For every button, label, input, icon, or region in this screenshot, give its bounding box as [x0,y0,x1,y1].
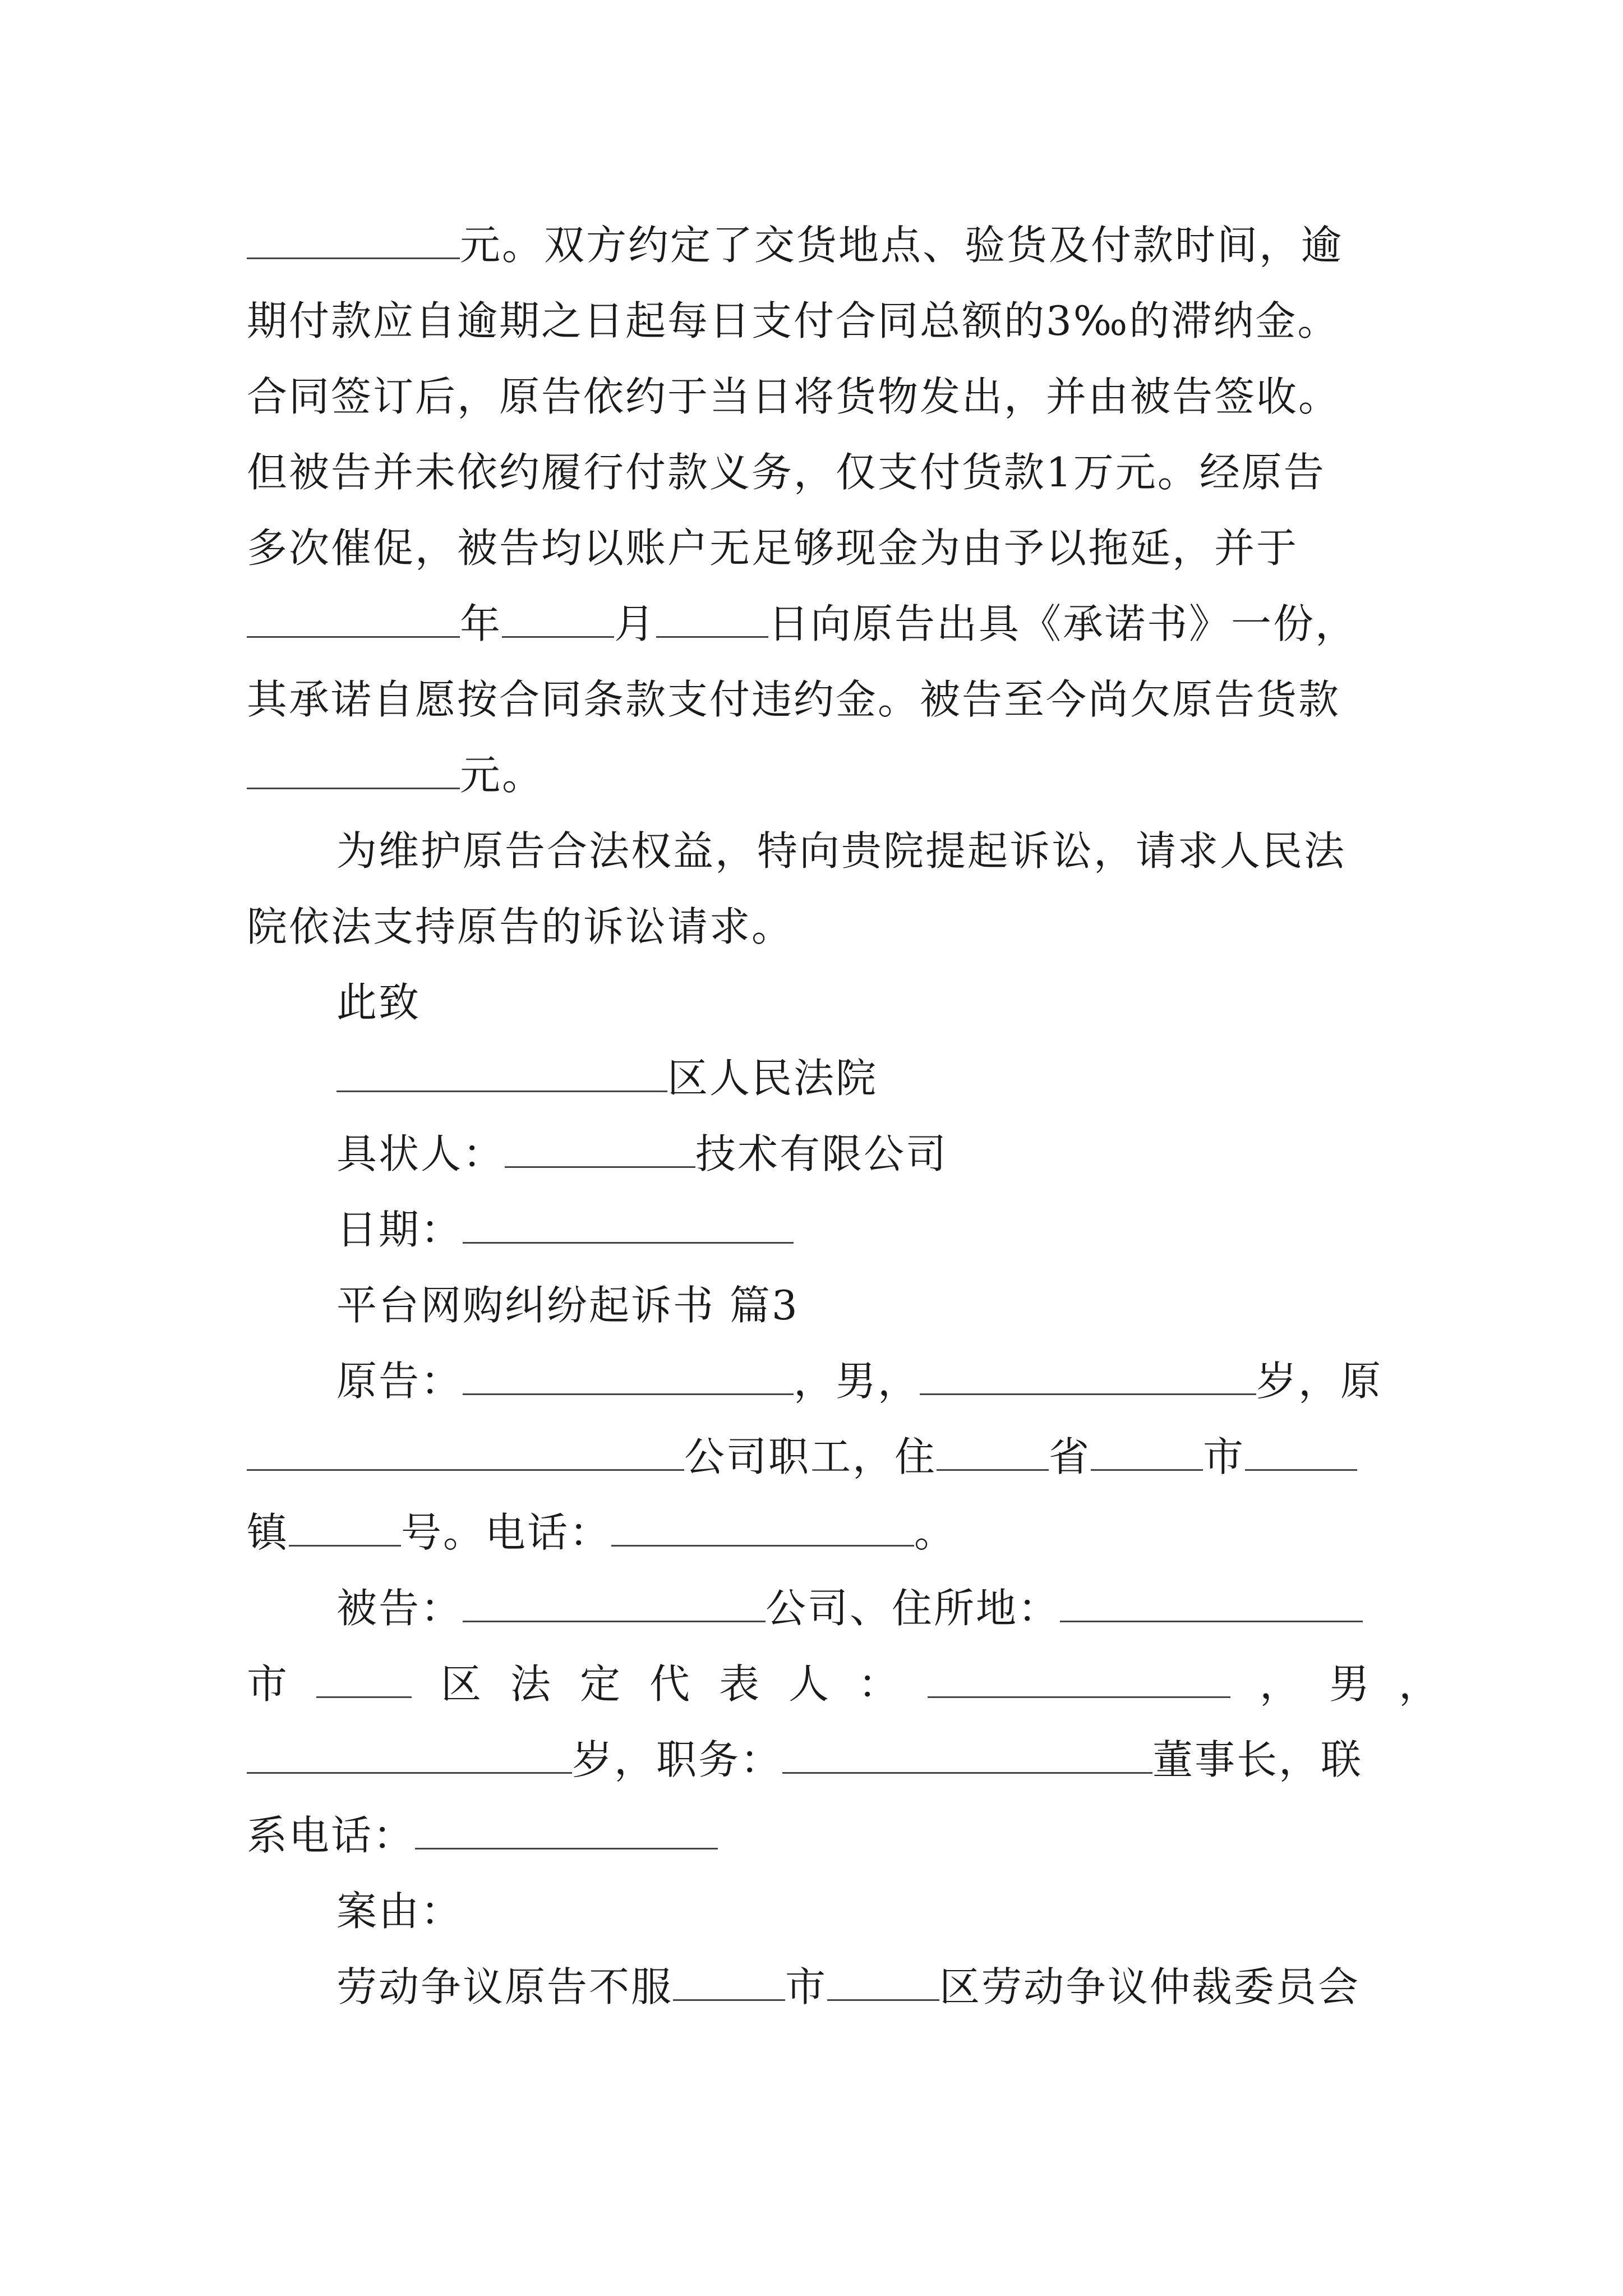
text-line-18 [247,1495,1391,1571]
line-text: 年 [460,600,502,647]
blank-field [827,1964,939,2001]
text-line-16 [336,1343,1391,1419]
line-text: 董事长，联 [1152,1736,1363,1783]
text-line-14 [336,1192,1391,1268]
line-text: 号。电话： [401,1509,612,1556]
text-line-19 [336,1571,1391,1646]
line-text: 市 [785,1963,828,2010]
text-line-8 [247,738,1391,813]
text-line-12 [336,1041,1391,1116]
blank-field [247,223,460,259]
text-line-24 [336,1949,1391,2025]
blank-field [463,1359,794,1395]
blank-field [247,1737,572,1774]
line-text: ，男， [794,1358,920,1405]
line-text: 日期： [336,1206,463,1253]
text-line-21 [247,1722,1391,1798]
blank-field [502,601,614,638]
text-line-20 [247,1646,1469,1722]
blank-field [920,1359,1256,1395]
text-line-9: 为维护原告合法权益，特向贵院提起诉讼，请求人民法 [336,827,1347,875]
line-text: 区法定代表人： [441,1660,928,1708]
line-text: 岁，职务： [572,1736,783,1783]
text-line-3: 合同签订后，原告依约于当日将货物发出，并由被告签收。 [247,373,1341,420]
line-text: 市 [1203,1433,1246,1480]
text-line-7: 其承诺自愿按合同条款支付违约金。被告至今尚欠原告货款 [247,676,1341,723]
text-line-11: 此致 [336,979,421,1026]
blank-field [1060,1586,1363,1622]
line-text: 省 [1049,1433,1091,1480]
blank-field [1091,1434,1203,1471]
text-line-2: 期付款应自逾期之日起每日支付合同总额的3‰的滞纳金。 [247,297,1340,344]
text-line-13 [336,1116,1391,1192]
line-text: 。 [914,1509,957,1556]
line-text: 镇 [247,1509,289,1556]
text-line-23: 案由： [336,1888,463,1935]
blank-field [415,1813,718,1849]
blank-field [247,1434,684,1471]
blank-field [505,1131,695,1168]
blank-field [611,1510,914,1547]
blank-field [247,753,460,789]
blank-field [928,1662,1230,1698]
section-heading: 平台网购纠纷起诉书 篇3 [336,1282,799,1329]
line-text: 月 [614,600,657,647]
line-text: 日向原告出具《承诺书》一份， [768,600,1358,647]
blank-field [656,601,768,638]
text-line-10: 院依法支持原告的诉讼请求。 [247,903,794,950]
line-text: ，男， [1260,1660,1469,1708]
line-text: 系电话： [247,1812,416,1859]
text-line-4: 但被告并未依约履行付款义务，仅支付货款1万元。经原告 [247,449,1326,496]
text-line-5: 多次催促，被告均以账户无足够现金为由予以拖延，并于 [247,524,1299,572]
line-text: 元。 [460,752,545,799]
line-text: 技术有限公司 [695,1130,948,1177]
blank-field [782,1737,1152,1774]
blank-field [247,601,460,638]
text-line-22 [247,1798,1391,1874]
blank-field [937,1434,1049,1471]
line-text: 原告： [336,1358,463,1405]
line-text: 岁，原 [1256,1358,1383,1405]
line-text: 区人民法院 [667,1055,878,1102]
blank-field [336,1056,667,1092]
line-text: 元。双方约定了交货地点、验货及付款时间，逾 [460,222,1344,269]
text-line-6 [247,586,1391,662]
line-text: 公司职工，住 [684,1433,937,1480]
blank-field [463,1207,794,1244]
blank-field [673,1964,785,2001]
blank-field [316,1662,412,1698]
text-line-17 [247,1419,1391,1495]
text-line-1 [247,208,1391,283]
line-text: 公司、住所地： [766,1585,1061,1632]
blank-field [289,1510,401,1547]
line-text: 市 [247,1660,317,1708]
blank-field [1245,1434,1357,1471]
blank-field [463,1586,766,1622]
line-text: 被告： [336,1585,463,1632]
line-text: 区劳动争议仲裁委员会 [939,1963,1361,2010]
line-text: 具状人： [336,1130,505,1177]
line-text: 劳动争议原告不服 [336,1963,674,2010]
